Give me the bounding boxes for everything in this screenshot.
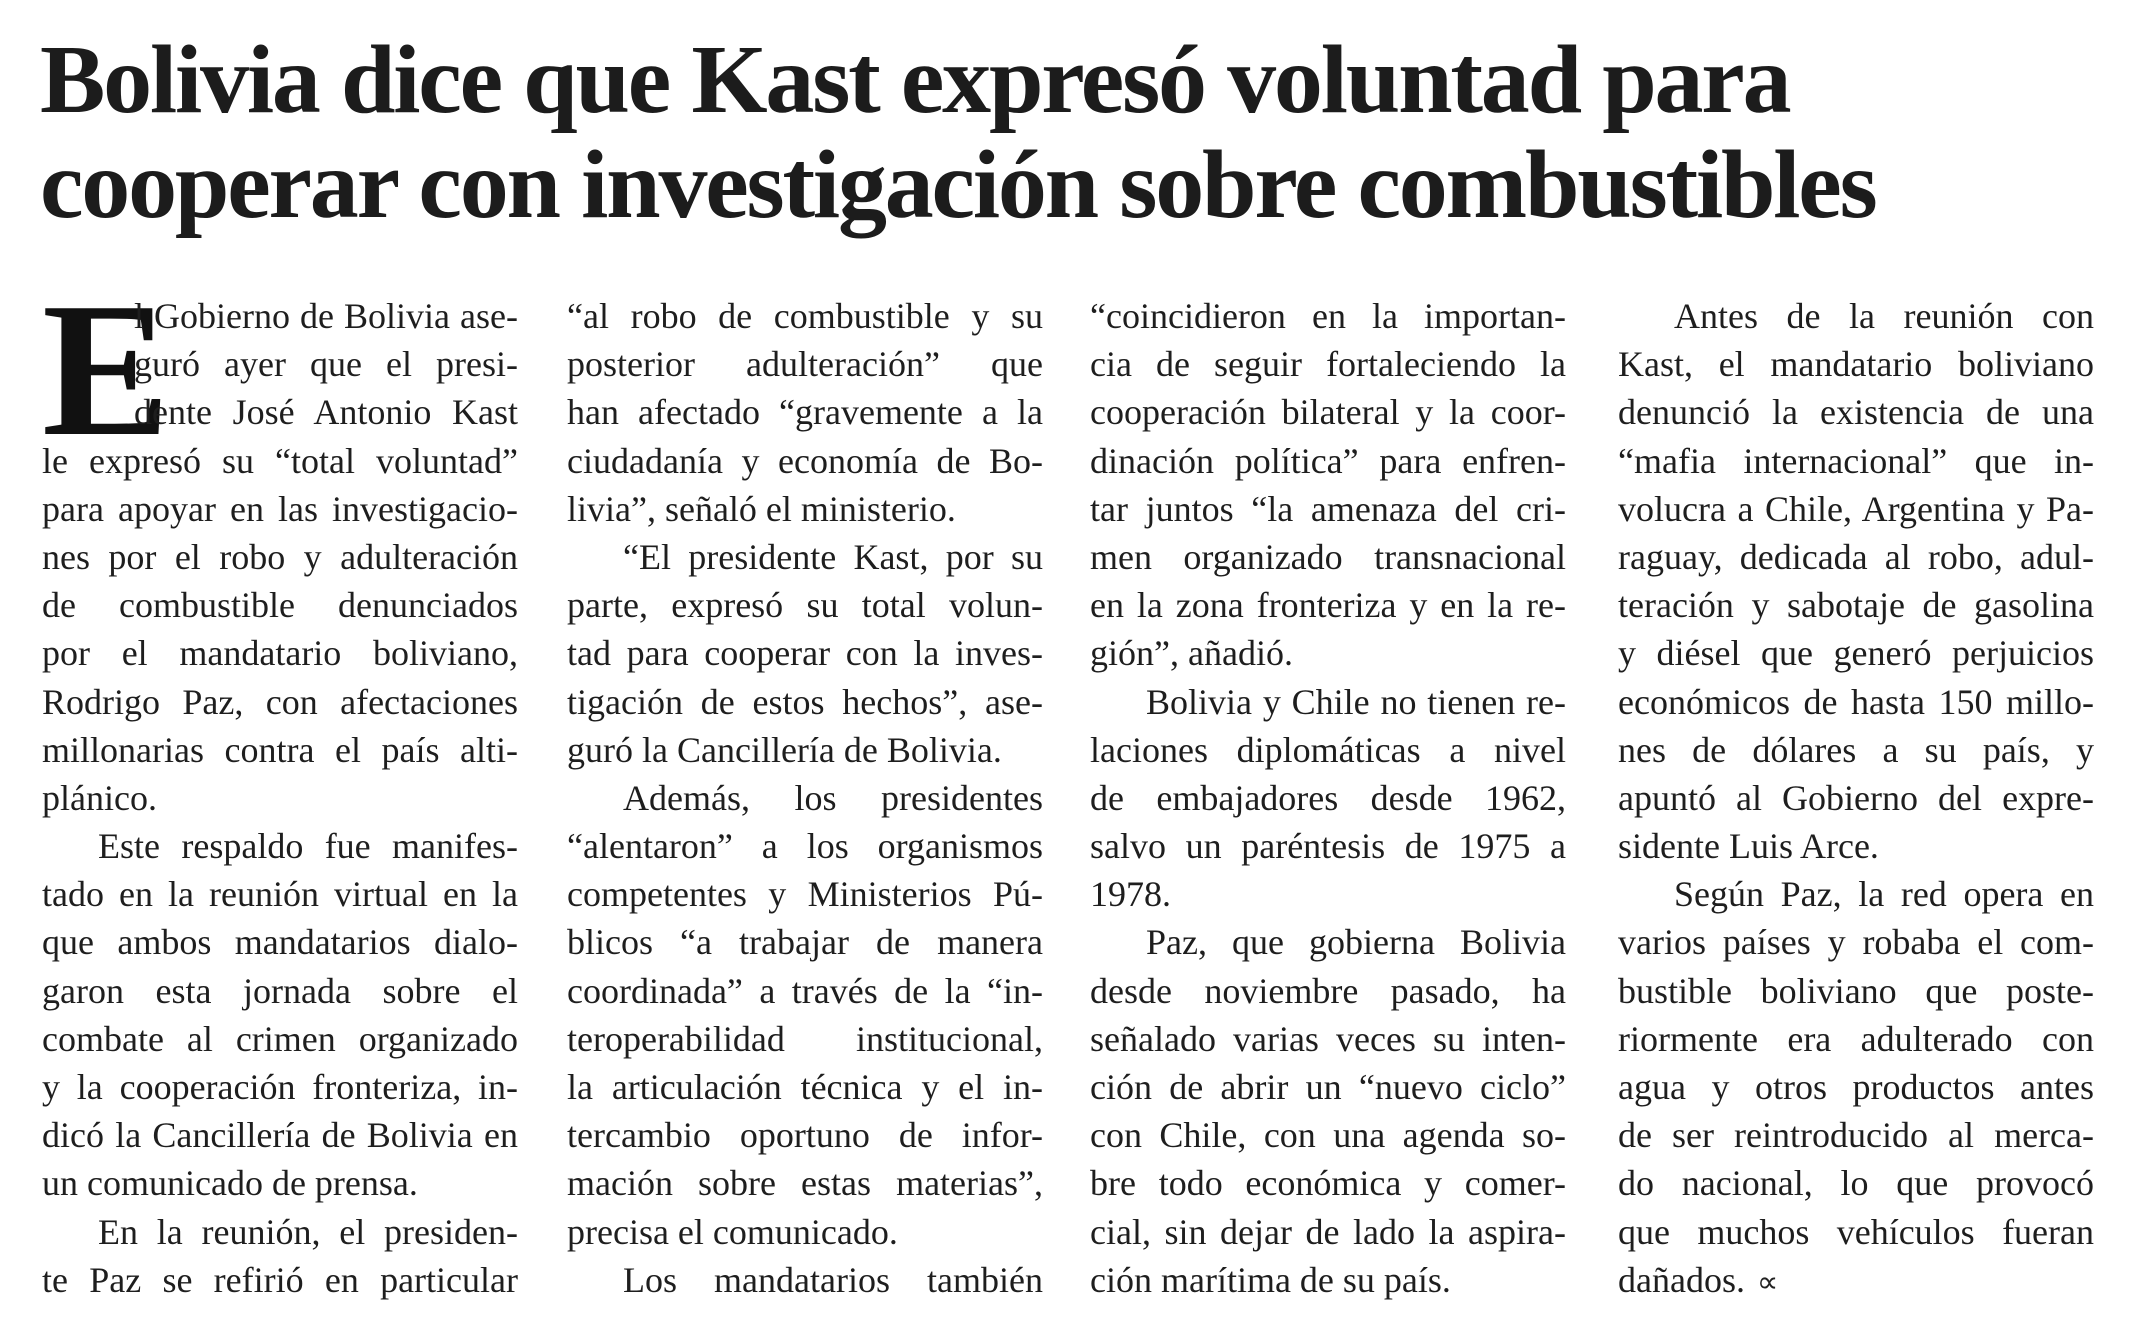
article-line: nes por el robo y adulteración <box>42 536 518 577</box>
article-line: competentes y Ministerios Pú- <box>567 874 1043 915</box>
article-line: agua y otros productos antes <box>1618 1067 2094 1107</box>
article-line: señalado varias veces su inten- <box>1090 1018 1566 1059</box>
article-line: blicos “a trabajar de manera <box>567 922 1043 963</box>
article-line <box>1618 1256 2094 1304</box>
article-line: dente José Antonio Kast <box>134 392 518 433</box>
article-line: livia”, señaló el ministerio. <box>567 488 956 529</box>
article-line: mación sobre estas materias”, <box>567 1163 1043 1204</box>
article-line: Kast, el mandatario boliviano <box>1618 344 2094 385</box>
article-line: 1978. <box>1090 874 1171 915</box>
article-line: tado en la reunión virtual en la <box>42 874 518 915</box>
article-line: teroperabilidad institucional, <box>567 1018 1043 1059</box>
article-line: plánico. <box>42 777 157 818</box>
article-line: posterior adulteración” que <box>567 344 1043 385</box>
article-line: teración y sabotaje de gasolina <box>1618 585 2094 626</box>
article-line: “alentaron” a los organismos <box>567 826 1043 867</box>
article-line: combate al crimen organizado <box>42 1018 518 1059</box>
article-line: bustible boliviano que poste- <box>1618 970 2094 1011</box>
article-column-4 <box>1618 292 2094 1304</box>
article-line: “mafia internacional” que in- <box>1618 440 2094 481</box>
headline-line-1: Bolivia dice que Kast expresó voluntad para <box>40 26 1790 134</box>
article-line: guró la Cancillería de Bolivia. <box>567 729 1002 770</box>
article-line: tad para cooperar con la inves- <box>567 633 1043 674</box>
article-line: que ambos mandatarios dialo- <box>42 922 518 963</box>
article-line: ción de abrir un “nuevo ciclo” <box>1090 1067 1566 1107</box>
article-line: l Gobierno de Bolivia ase- <box>134 296 518 336</box>
article-line: salvo un paréntesis de 1975 a <box>1090 826 1566 867</box>
article-column-3 <box>1090 292 1566 1304</box>
article-line: y la cooperación fronteriza, in- <box>42 1067 518 1107</box>
article-line: denunció la existencia de una <box>1618 392 2094 433</box>
article-line: nes de dólares a su país, y <box>1618 729 2094 770</box>
article-line: cooperación bilateral y la coor- <box>1090 392 1566 433</box>
article-line: parte, expresó su total volun- <box>567 585 1043 626</box>
article-line: de ser reintroducido al merca- <box>1618 1115 2094 1156</box>
article-line: volucra a Chile, Argentina y Pa- <box>1618 488 2094 529</box>
article-line: cial, sin dejar de lado la aspira- <box>1090 1211 1566 1252</box>
article-line: tigación de estos hechos”, ase- <box>567 681 1043 722</box>
article-line: y diésel que generó perjuicios <box>1618 633 2094 674</box>
article-line: ción marítima de su país. <box>1090 1259 1451 1300</box>
article-line: Antes de la reunión con <box>1674 296 2094 336</box>
article-line: económicos de hasta 150 millo- <box>1618 681 2094 722</box>
article-line: Rodrigo Paz, con afectaciones <box>42 681 518 722</box>
article-line: han afectado “gravemente a la <box>567 392 1043 433</box>
headline-line-2: cooperar con investigación sobre combustibles <box>40 131 1876 239</box>
article-line: ciudadanía y economía de Bo- <box>567 440 1043 481</box>
article-line: Paz, que gobierna Bolivia <box>1146 922 1566 963</box>
article-line: por el mandatario boliviano, <box>42 633 518 674</box>
headline <box>40 28 2120 238</box>
article-line: tar juntos “la amenaza del cri- <box>1090 488 1566 529</box>
article-line: Este respaldo fue manifes- <box>98 826 518 867</box>
article-line: apuntó al Gobierno del expre- <box>1618 777 2094 818</box>
article-line: Bolivia y Chile no tienen re- <box>1146 681 1566 722</box>
article-line: raguay, dedicada al robo, adul- <box>1618 536 2094 577</box>
article-line: En la reunión, el presiden- <box>98 1211 518 1252</box>
article-line: tercambio oportuno de infor- <box>567 1115 1043 1156</box>
article-column-2 <box>567 292 1043 1304</box>
article-line: “El presidente Kast, por su <box>623 536 1043 577</box>
article-line: precisa el comunicado. <box>567 1211 898 1252</box>
article-line: garon esta jornada sobre el <box>42 970 518 1011</box>
article-line: en la zona fronteriza y en la re- <box>1090 585 1566 626</box>
drop-cap: E <box>42 263 171 476</box>
end-of-article-icon: ∝ <box>1756 1264 1779 1300</box>
article-line: la articulación técnica y el in- <box>567 1067 1043 1107</box>
article-line: gión”, añadió. <box>1090 633 1293 674</box>
article-line: coordinada” a través de la “in- <box>567 970 1043 1011</box>
article-line: riormente era adulterado con <box>1618 1018 2094 1059</box>
article-line: laciones diplomáticas a nivel <box>1090 729 1566 770</box>
article-line: men organizado transnacional <box>1090 536 1566 577</box>
article-line: le expresó su “total voluntad” <box>42 440 518 481</box>
article-line: para apoyar en las investigacio- <box>42 488 518 529</box>
article-line: de embajadores desde 1962, <box>1090 777 1566 818</box>
article-line: “coincidieron en la importan- <box>1090 296 1566 336</box>
article-line: dinación política” para enfren- <box>1090 440 1566 481</box>
article-line: de combustible denunciados <box>42 585 518 626</box>
article-line: varios países y robaba el com- <box>1618 922 2094 963</box>
article-column-1 <box>42 263 518 1304</box>
article-line: millonarias contra el país alti- <box>42 729 518 770</box>
article-line: guró ayer que el presi- <box>134 344 518 385</box>
article-line: dicó la Cancillería de Bolivia en <box>42 1115 518 1156</box>
article-line: un comunicado de prensa. <box>42 1163 418 1204</box>
article-line: sidente Luis Arce. <box>1618 826 1879 867</box>
article-line: que muchos vehículos fueran <box>1618 1211 2094 1252</box>
article-line: Según Paz, la red opera en <box>1674 874 2094 915</box>
article-line-text: dañados. <box>1618 1259 1745 1300</box>
article-line: “al robo de combustible y su <box>567 296 1043 336</box>
article-line: Además, los presidentes <box>623 777 1043 818</box>
article-line: do nacional, lo que provocó <box>1618 1163 2094 1204</box>
article-line: desde noviembre pasado, ha <box>1090 970 1566 1011</box>
article-line: cia de seguir fortaleciendo la <box>1090 344 1566 385</box>
article-line: te Paz se refirió en particular <box>42 1259 518 1300</box>
article-line: Los mandatarios también <box>623 1259 1043 1300</box>
article-line: con Chile, con una agenda so- <box>1090 1115 1566 1156</box>
article-line: bre todo económica y comer- <box>1090 1163 1566 1204</box>
